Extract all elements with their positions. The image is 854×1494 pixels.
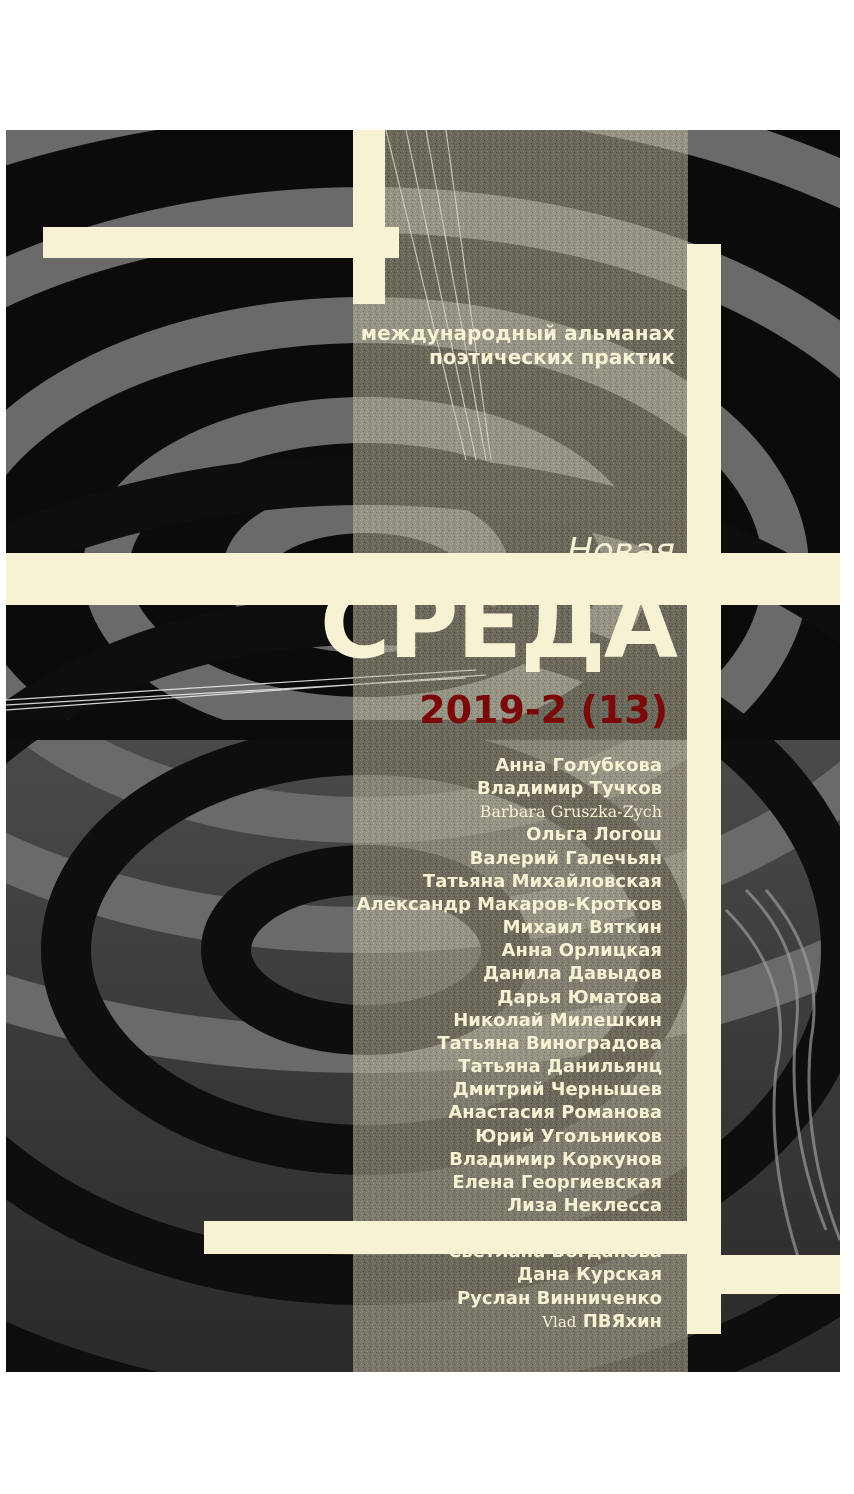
author-name: Татьяна Данильянц	[458, 1056, 662, 1078]
author-name: Николай Милешкин	[453, 1009, 662, 1031]
author-name: Александр Макаров-Кротков	[356, 893, 662, 915]
subtitle-line-1: международный альманах	[360, 321, 675, 345]
author-name: Дарья Юматова	[497, 986, 662, 1008]
cross-bar-top-vertical	[353, 130, 385, 304]
cross-bar-bottom-right	[721, 1255, 840, 1294]
author-name: Ольга Логош	[526, 824, 662, 846]
author-name: Данила Давыдов	[483, 963, 662, 985]
cross-bar-right-vertical	[687, 244, 721, 1334]
author-name: Владимир Тучков	[476, 778, 662, 800]
author-name: Лиза Неклесса	[507, 1194, 662, 1216]
author-name: Анна Голубкова	[495, 755, 662, 776]
author-last-first-name: Vlad	[542, 1312, 577, 1331]
issue-number: 2019-2 (13)	[419, 688, 668, 732]
author-name: Михаил Вяткин	[502, 917, 662, 939]
author-name: Нина Александрова	[453, 1218, 662, 1240]
author-name: Елена Георгиевская	[452, 1171, 662, 1193]
author-name: Дмитрий Чернышев	[452, 1079, 662, 1101]
author-name: Анастасия Романова	[448, 1102, 662, 1124]
cross-bar-top-horizontal	[43, 227, 399, 258]
author-name: Анна Орлицкая	[501, 940, 662, 962]
author-name: Юрий Угольников	[475, 1125, 662, 1147]
author-name: Barbara Gruszka-Zych	[479, 802, 662, 822]
author-name: Валерий Галечьян	[469, 847, 662, 869]
author-list	[357, 754, 662, 1334]
author-name: Светлана Богданова	[448, 1241, 662, 1263]
author-name: Дана Курская	[517, 1264, 662, 1286]
author-name-last	[357, 1310, 662, 1334]
author-last-surname: ПВЯхин	[582, 1310, 662, 1332]
author-name: Татьяна Виноградова	[437, 1032, 662, 1054]
author-name: Владимир Коркунов	[449, 1148, 662, 1170]
subtitle-line-2: поэтических практик	[428, 345, 675, 369]
cover	[6, 130, 840, 1372]
title-main: СРЕДА	[319, 568, 676, 680]
author-name: Татьяна Михайловская	[422, 870, 662, 892]
author-name: Руслан Винниченко	[456, 1287, 662, 1309]
title-small: Новая	[567, 531, 675, 571]
